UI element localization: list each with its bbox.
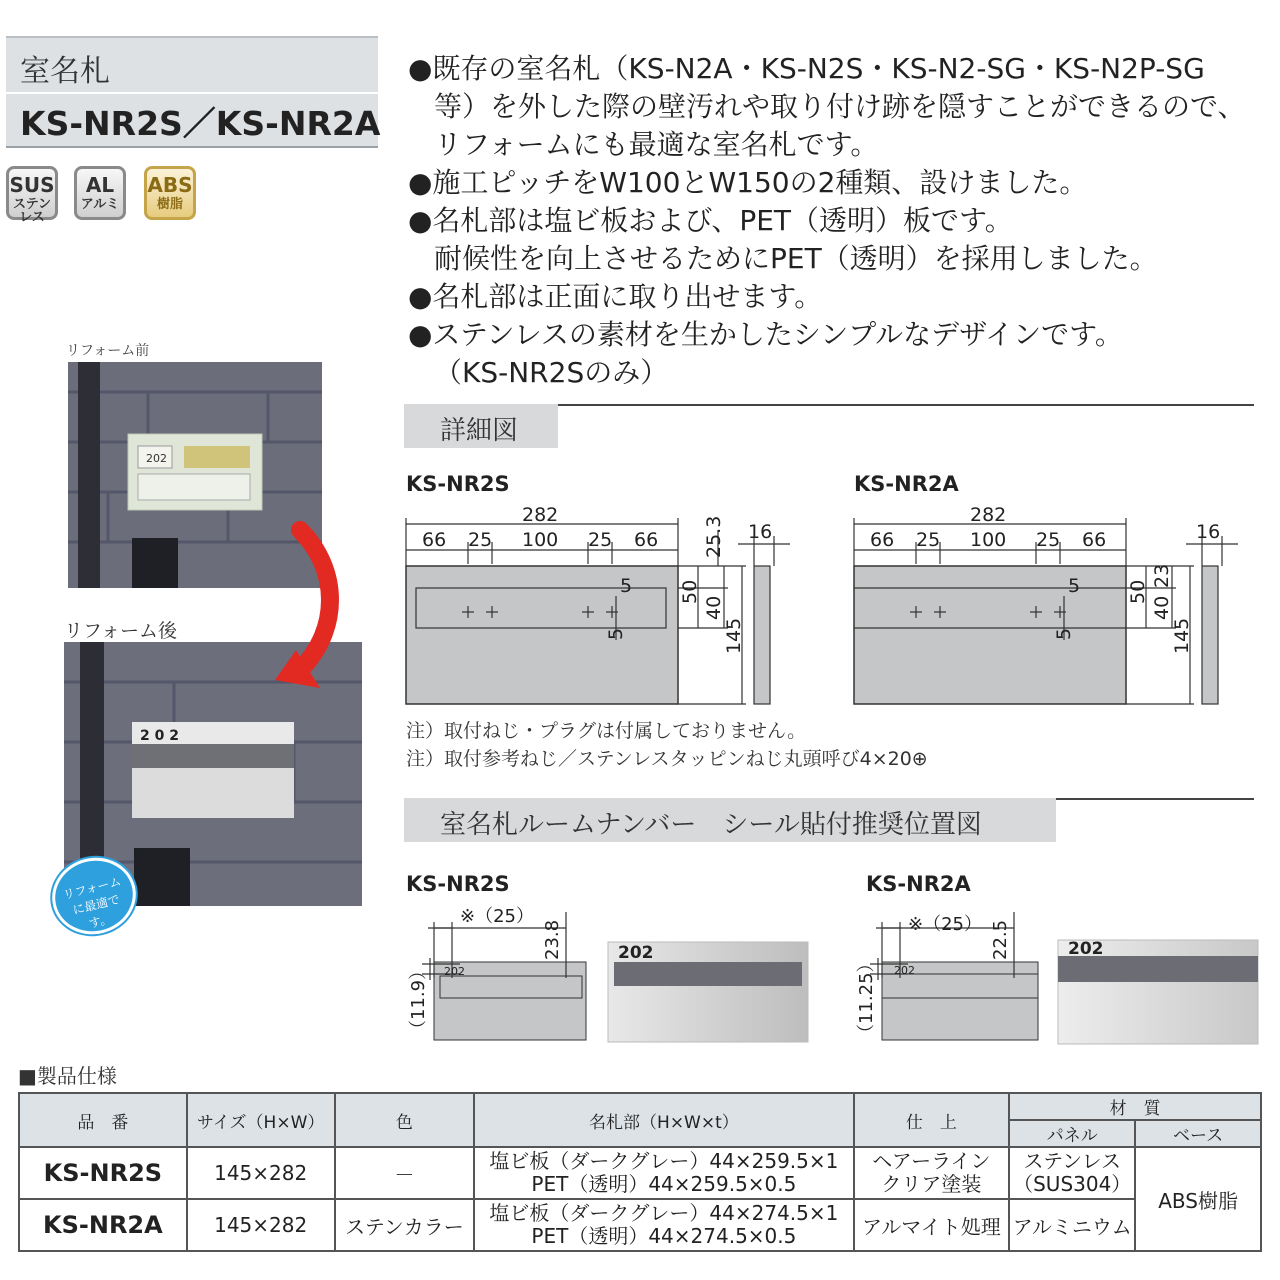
sticker-room-s: 202	[444, 965, 465, 978]
spec-table	[18, 1092, 1262, 1252]
row-finish	[854, 1147, 1010, 1199]
row-model: KS-NR2A	[19, 1199, 187, 1251]
row-size: 145×282	[187, 1199, 335, 1251]
svg-text:2 0 2: 2 0 2	[140, 728, 179, 744]
badge-abs	[144, 166, 196, 220]
row-finish: アルマイト処理	[854, 1199, 1010, 1251]
row-plate-line1: 塩ビ板（ダークグレー）44×274.5×1	[489, 1201, 839, 1225]
dim-282: 282	[970, 504, 1007, 526]
table-row	[19, 1199, 1261, 1251]
sticker-room-a: 202	[894, 964, 915, 977]
feature-line: ●名札部は塩ビ板および、PET（透明）板です。	[408, 204, 1013, 237]
dim-5b: 5	[605, 627, 627, 640]
red-arrow-icon	[270, 520, 350, 700]
dim-25b: 25	[1036, 529, 1061, 551]
hd-size: サイズ（H×W）	[187, 1093, 335, 1147]
svg-text:202: 202	[146, 452, 167, 465]
sticker-heading: 室名札ルームナンバー シール貼付推奨位置図	[440, 810, 982, 840]
feature-line: ●施工ピッチをW100とW150の2種類、設けました。	[408, 166, 1088, 199]
dim-5a: 5	[1068, 575, 1081, 597]
note-1: 注）取付ねじ・プラグは付属しておりません。	[406, 720, 807, 742]
dim-y-s: 23.8	[542, 919, 563, 960]
hd-base: ベース	[1135, 1120, 1261, 1147]
sticker-drawing-a	[848, 898, 1268, 1048]
feature-line: （KS-NR2Sのみ）	[434, 356, 669, 389]
feature-line: リフォームにも最適な室名札です。	[434, 128, 879, 161]
detail-heading: 詳細図	[440, 416, 519, 446]
badge-al-top: AL	[85, 173, 115, 197]
title-divider	[6, 92, 378, 94]
row-plate	[474, 1147, 853, 1199]
sticker-photo-room-a: 202	[1068, 939, 1104, 959]
detail-drawing-s	[398, 500, 798, 712]
dim-25-3: 25.3	[703, 515, 725, 558]
feature-line: 等）を外した際の壁汚れや取り付け跡を隠すことができるので、	[434, 90, 1246, 123]
sticker-model-a: KS-NR2A	[866, 872, 971, 896]
badge-sus-bottom: ステンレス	[12, 197, 52, 225]
dim-25b: 25	[588, 529, 613, 551]
row-plate-line2: PET（透明）44×274.5×0.5	[531, 1224, 797, 1248]
dim-100: 100	[970, 529, 1007, 551]
dim-145: 145	[1171, 617, 1193, 654]
feature-line: ●名札部は正面に取り出せます。	[408, 280, 823, 313]
row-panel	[1009, 1147, 1135, 1199]
dim-282: 282	[522, 504, 559, 526]
badge-al	[74, 166, 126, 220]
product-models: KS-NR2S／KS-NR2A	[20, 104, 381, 143]
detail-model-s: KS-NR2S	[406, 472, 510, 496]
feature-line: 耐候性を向上させるためにPET（透明）を採用しました。	[434, 242, 1158, 275]
row-panel: アルミニウム	[1009, 1199, 1135, 1251]
dim-23: 23	[1151, 563, 1173, 588]
sticker-model-s: KS-NR2S	[406, 872, 510, 896]
note-2: 注）取付参考ねじ／ステンレスタッピンねじ丸頭呼び4×20⊕	[406, 748, 928, 770]
spec-heading: ■製品仕様	[18, 1064, 117, 1088]
dim-66b: 66	[634, 529, 659, 551]
row-base: ABS樹脂	[1135, 1147, 1261, 1251]
hd-panel: パネル	[1009, 1120, 1135, 1147]
dim-25a: 25	[468, 529, 493, 551]
badge-al-bottom: アルミ	[80, 197, 120, 212]
feature-line: ●既存の室名札（KS-N2A・KS-N2S・KS-N2-SG・KS-N2P-SG	[408, 52, 1205, 85]
row-plate-line2: PET（透明）44×259.5×0.5	[531, 1172, 797, 1196]
after-label: リフォーム後	[64, 620, 178, 642]
row-plate-line1: 塩ビ板（ダークグレー）44×259.5×1	[489, 1149, 839, 1173]
badge-sus-top: SUS	[9, 173, 55, 197]
dim-5b: 5	[1053, 627, 1075, 640]
hd-plate: 名札部（H×W×t）	[474, 1093, 853, 1147]
hd-color: 色	[335, 1093, 475, 1147]
row-color: ステンカラー	[335, 1199, 475, 1251]
dim-16: 16	[1196, 521, 1221, 543]
dim-h-a: （11.25）	[856, 954, 877, 1042]
hd-model: 品 番	[19, 1093, 187, 1147]
dim-66a: 66	[422, 529, 447, 551]
row-finish-line1: ヘアーライン	[872, 1149, 991, 1173]
detail-drawing-a	[846, 500, 1246, 712]
feature-line: ●ステンレスの素材を生かしたシンプルなデザインです。	[408, 318, 1123, 351]
row-size: 145×282	[187, 1147, 335, 1199]
hd-material: 材 質	[1009, 1093, 1261, 1120]
row-panel-line1: ステンレス	[1023, 1149, 1121, 1173]
dim-5a: 5	[620, 575, 633, 597]
dim-25a: 25	[916, 529, 941, 551]
dim-h-s: （11.9）	[408, 961, 429, 1038]
dim-40: 40	[703, 595, 725, 620]
dim-100: 100	[522, 529, 559, 551]
detail-model-a: KS-NR2A	[854, 472, 959, 496]
dim-66a: 66	[870, 529, 895, 551]
row-model: KS-NR2S	[19, 1147, 187, 1199]
dim-x-s: ※（25）	[460, 906, 534, 927]
row-panel-line2: （SUS304）	[1013, 1172, 1132, 1196]
row-color: －	[335, 1147, 475, 1199]
badge-abs-top: ABS	[147, 173, 193, 197]
dim-x-a: ※（25）	[908, 914, 982, 935]
sticker-photo-room-s: 202	[618, 943, 654, 963]
badge-abs-bottom: 樹脂	[156, 197, 183, 212]
badge-sus	[6, 166, 58, 225]
dim-66b: 66	[1082, 529, 1107, 551]
reform-bubble: リフォームに最適です。	[44, 849, 144, 943]
dim-145: 145	[723, 617, 745, 654]
dim-50: 50	[1127, 579, 1149, 604]
before-label: リフォーム前	[66, 343, 150, 359]
feature-list	[408, 50, 1268, 392]
row-plate	[474, 1199, 853, 1251]
dim-40: 40	[1151, 595, 1173, 620]
sticker-drawing-s	[400, 898, 820, 1048]
product-category: 室名札	[20, 54, 110, 89]
table-row	[19, 1147, 1261, 1199]
dim-16: 16	[748, 521, 773, 543]
dim-y-a: 22.5	[990, 919, 1011, 960]
hd-finish: 仕 上	[854, 1093, 1010, 1147]
row-finish-line2: クリア塗装	[881, 1172, 982, 1196]
dim-50: 50	[679, 579, 701, 604]
